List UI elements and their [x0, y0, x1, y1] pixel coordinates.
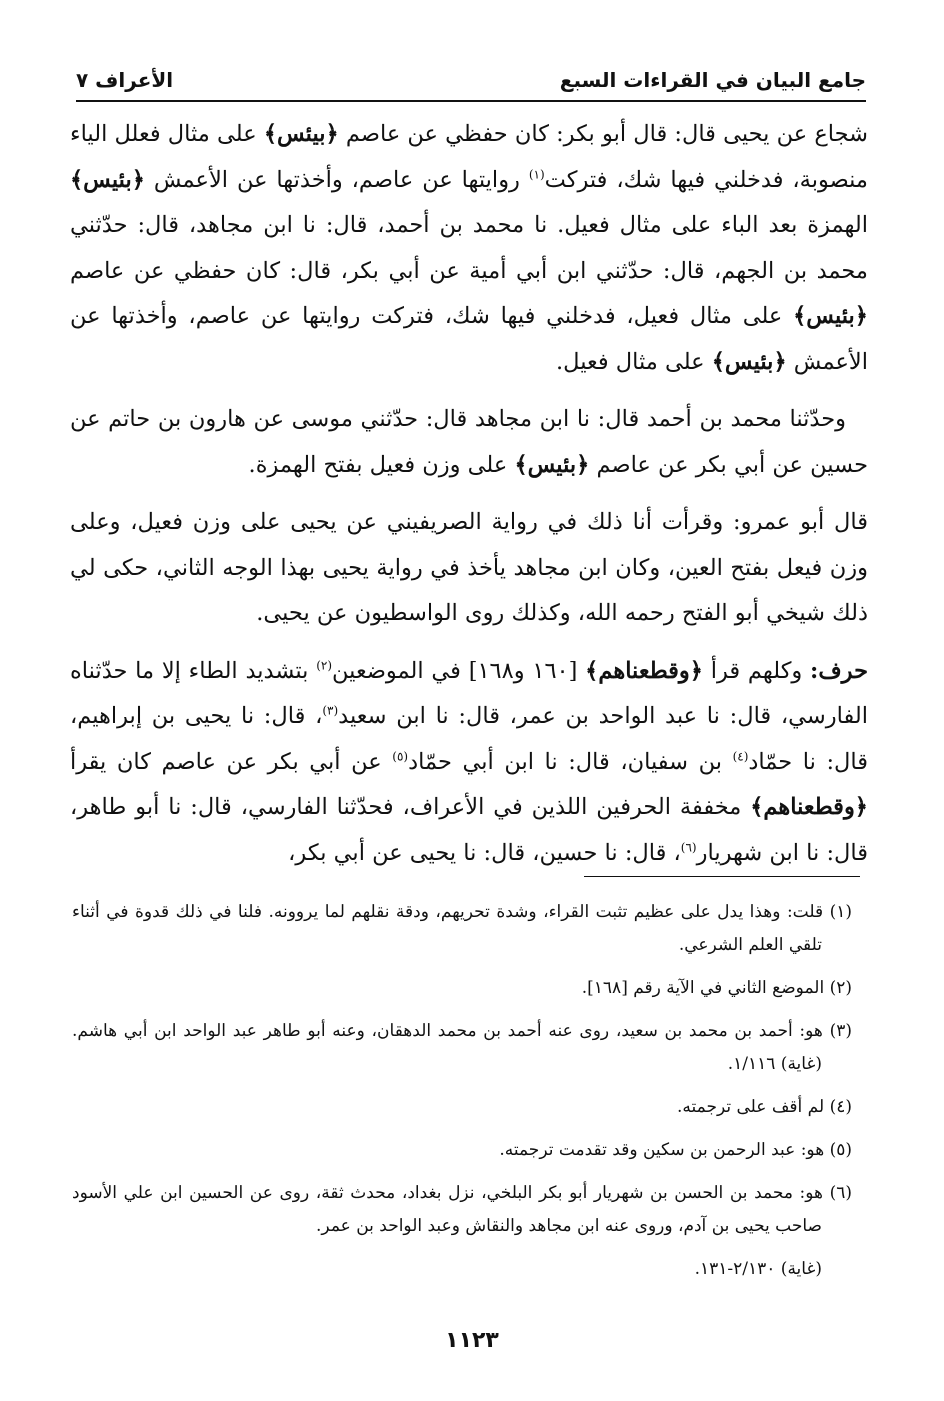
text-segment: بتشديد الطاء إلا ما حدّثناه الفارسي، قال: نا عبد الواحد بن عمر، قال: نا ابن سعيد [70, 657, 868, 729]
text-segment: [١٦٠ و١٦٨] في الموضعين [332, 657, 586, 684]
footnote-ref: (١) [528, 167, 545, 181]
text-segment: شجاع عن يحيى قال: قال أبو بكر: كان حفظي عن عاصم [338, 121, 868, 147]
footnote: (٤) لم أقف على ترجمته. [676, 1097, 852, 1117]
text-segment: ، قال: نا حسين، قال: نا يحيى عن أبي بكر، [288, 839, 681, 866]
footnotes [72, 896, 852, 1296]
quran-word: ﴿بئيس﴾ [711, 348, 787, 375]
footnote-ref: (٣) [322, 703, 339, 718]
text-segment: على وزن فعيل بفتح الهمزة. [248, 451, 515, 478]
text-segment: على مثال فعيل. [556, 348, 712, 375]
text-segment: الهمزة بعد الباء على مثال فعيل. نا محمد بن أحمد، قال: نا ابن مجاهد، قال: حدّثني محمد بن الجهم، قال: حدّثني ابن أبي أمية عن أبي بكر، قال: كان حفظي عن عاصم [70, 212, 868, 284]
text-segment: على مثال فعيل، فدخلني فيها شك، فتركت روايتها عن عاصم، وأخذتها عن الأعمش [70, 303, 868, 375]
footnote-ref: (٦) [680, 840, 697, 854]
footnote: (٥) هو: عبد الرحمن بن سكين وقد تقدمت ترجمته. [499, 1140, 852, 1160]
quran-word: ﴿بئيس﴾ [793, 303, 868, 329]
text-segment: قال أبو عمرو: وقرأت أنا ذلك في رواية الصريفيني عن يحيى على وزن فعيل، وعلى وزن فيعل بفتح العين، وكان ابن مجاهد يأخذ في رواية يحيى بهذا الوجه الثاني، حكى لي ذلك شيخي أبو الفتح رحمه الله، وكذلك روى الواسطيون عن يحيى. [70, 509, 868, 626]
footnote-ref: (٥) [392, 749, 409, 763]
main-text [70, 112, 868, 888]
text-segment: على مثال فعلل الياء منصوبة، فدخلني فيها شك، فتركت [70, 121, 868, 193]
text-segment: ، قال: نا يحيى بن إبراهيم، قال: نا حمّاد [70, 703, 868, 775]
footnote: (٢) الموضع الثاني في الآية رقم [١٦٨]. [581, 978, 852, 998]
footnote: (١) قلت: وهذا يدل على عظيم تثبت القراء، وشدة تحريهم، ودقة نقلهم لما يروونه. فلنا في ذلك قدوة في أثناء تلقي العلم الشرعي. [72, 902, 852, 955]
quran-word: ﴿وقطعناهم﴾ [750, 794, 868, 820]
surah-name: الأعراف ٧ [76, 68, 174, 92]
footnote-separator [584, 876, 860, 877]
header-rule [76, 100, 866, 102]
running-header [76, 60, 866, 100]
text-segment: مخففة الحرفين اللذين في الأعراف، فحدّثنا الفارسي، قال: نا أبو طاهر، قال: نا ابن شهريار [70, 794, 868, 866]
text-segment: وحدّثنا محمد بن أحمد قال: نا ابن مجاهد قال: حدّثني موسى عن هارون بن حاتم عن حسين عن أبي بكر عن عاصم [70, 406, 868, 478]
paragraph [70, 112, 868, 385]
paragraph [70, 500, 868, 637]
text-segment: روايتها عن عاصم، وأخذتها عن الأعمش [144, 166, 529, 193]
quran-word: ﴿بيئس﴾ [263, 121, 339, 147]
footnote-ref: (٢) [316, 658, 333, 672]
page-number: ١١٢٣ [445, 1328, 499, 1353]
paragraph [70, 649, 868, 877]
quran-word: حرف: [810, 657, 868, 684]
book-title: جامع البيان في القراءات السبع [559, 68, 866, 92]
quran-word: ﴿بئيس﴾ [70, 166, 145, 193]
footnote: (٦) هو: محمد بن الحسن بن شهريار أبو بكر البلخي، نزل بغداد، محدث ثقة، روى عن الحسين ابن علي الأسود صاحب يحيى بن آدم، وروى عنه ابن مجاهد والنقاش وعبد الواحد بن عمر. [72, 1183, 852, 1236]
quran-word: ﴿وقطعناهم﴾ [585, 657, 703, 684]
text-segment: وكلهم قرأ [702, 657, 811, 684]
text-segment: بن سفيان، قال: نا ابن أبي حمّاد [408, 748, 733, 775]
footnote: (غاية) ٢/١٣٠-١٣١. [694, 1259, 822, 1279]
footnote: (٣) هو: أحمد بن محمد بن سعيد، روى عنه أحمد بن محمد الدهقان، وعنه أبو طاهر عبد الواحد ابن أبي هاشم. (غاية) ١/١١٦. [72, 1021, 852, 1074]
quran-word: ﴿بئيس﴾ [514, 451, 590, 478]
footnote-ref: (٤) [732, 749, 749, 763]
paragraph [70, 397, 868, 488]
text-segment: عن أبي بكر عن عاصم كان يقرأ [70, 748, 393, 775]
